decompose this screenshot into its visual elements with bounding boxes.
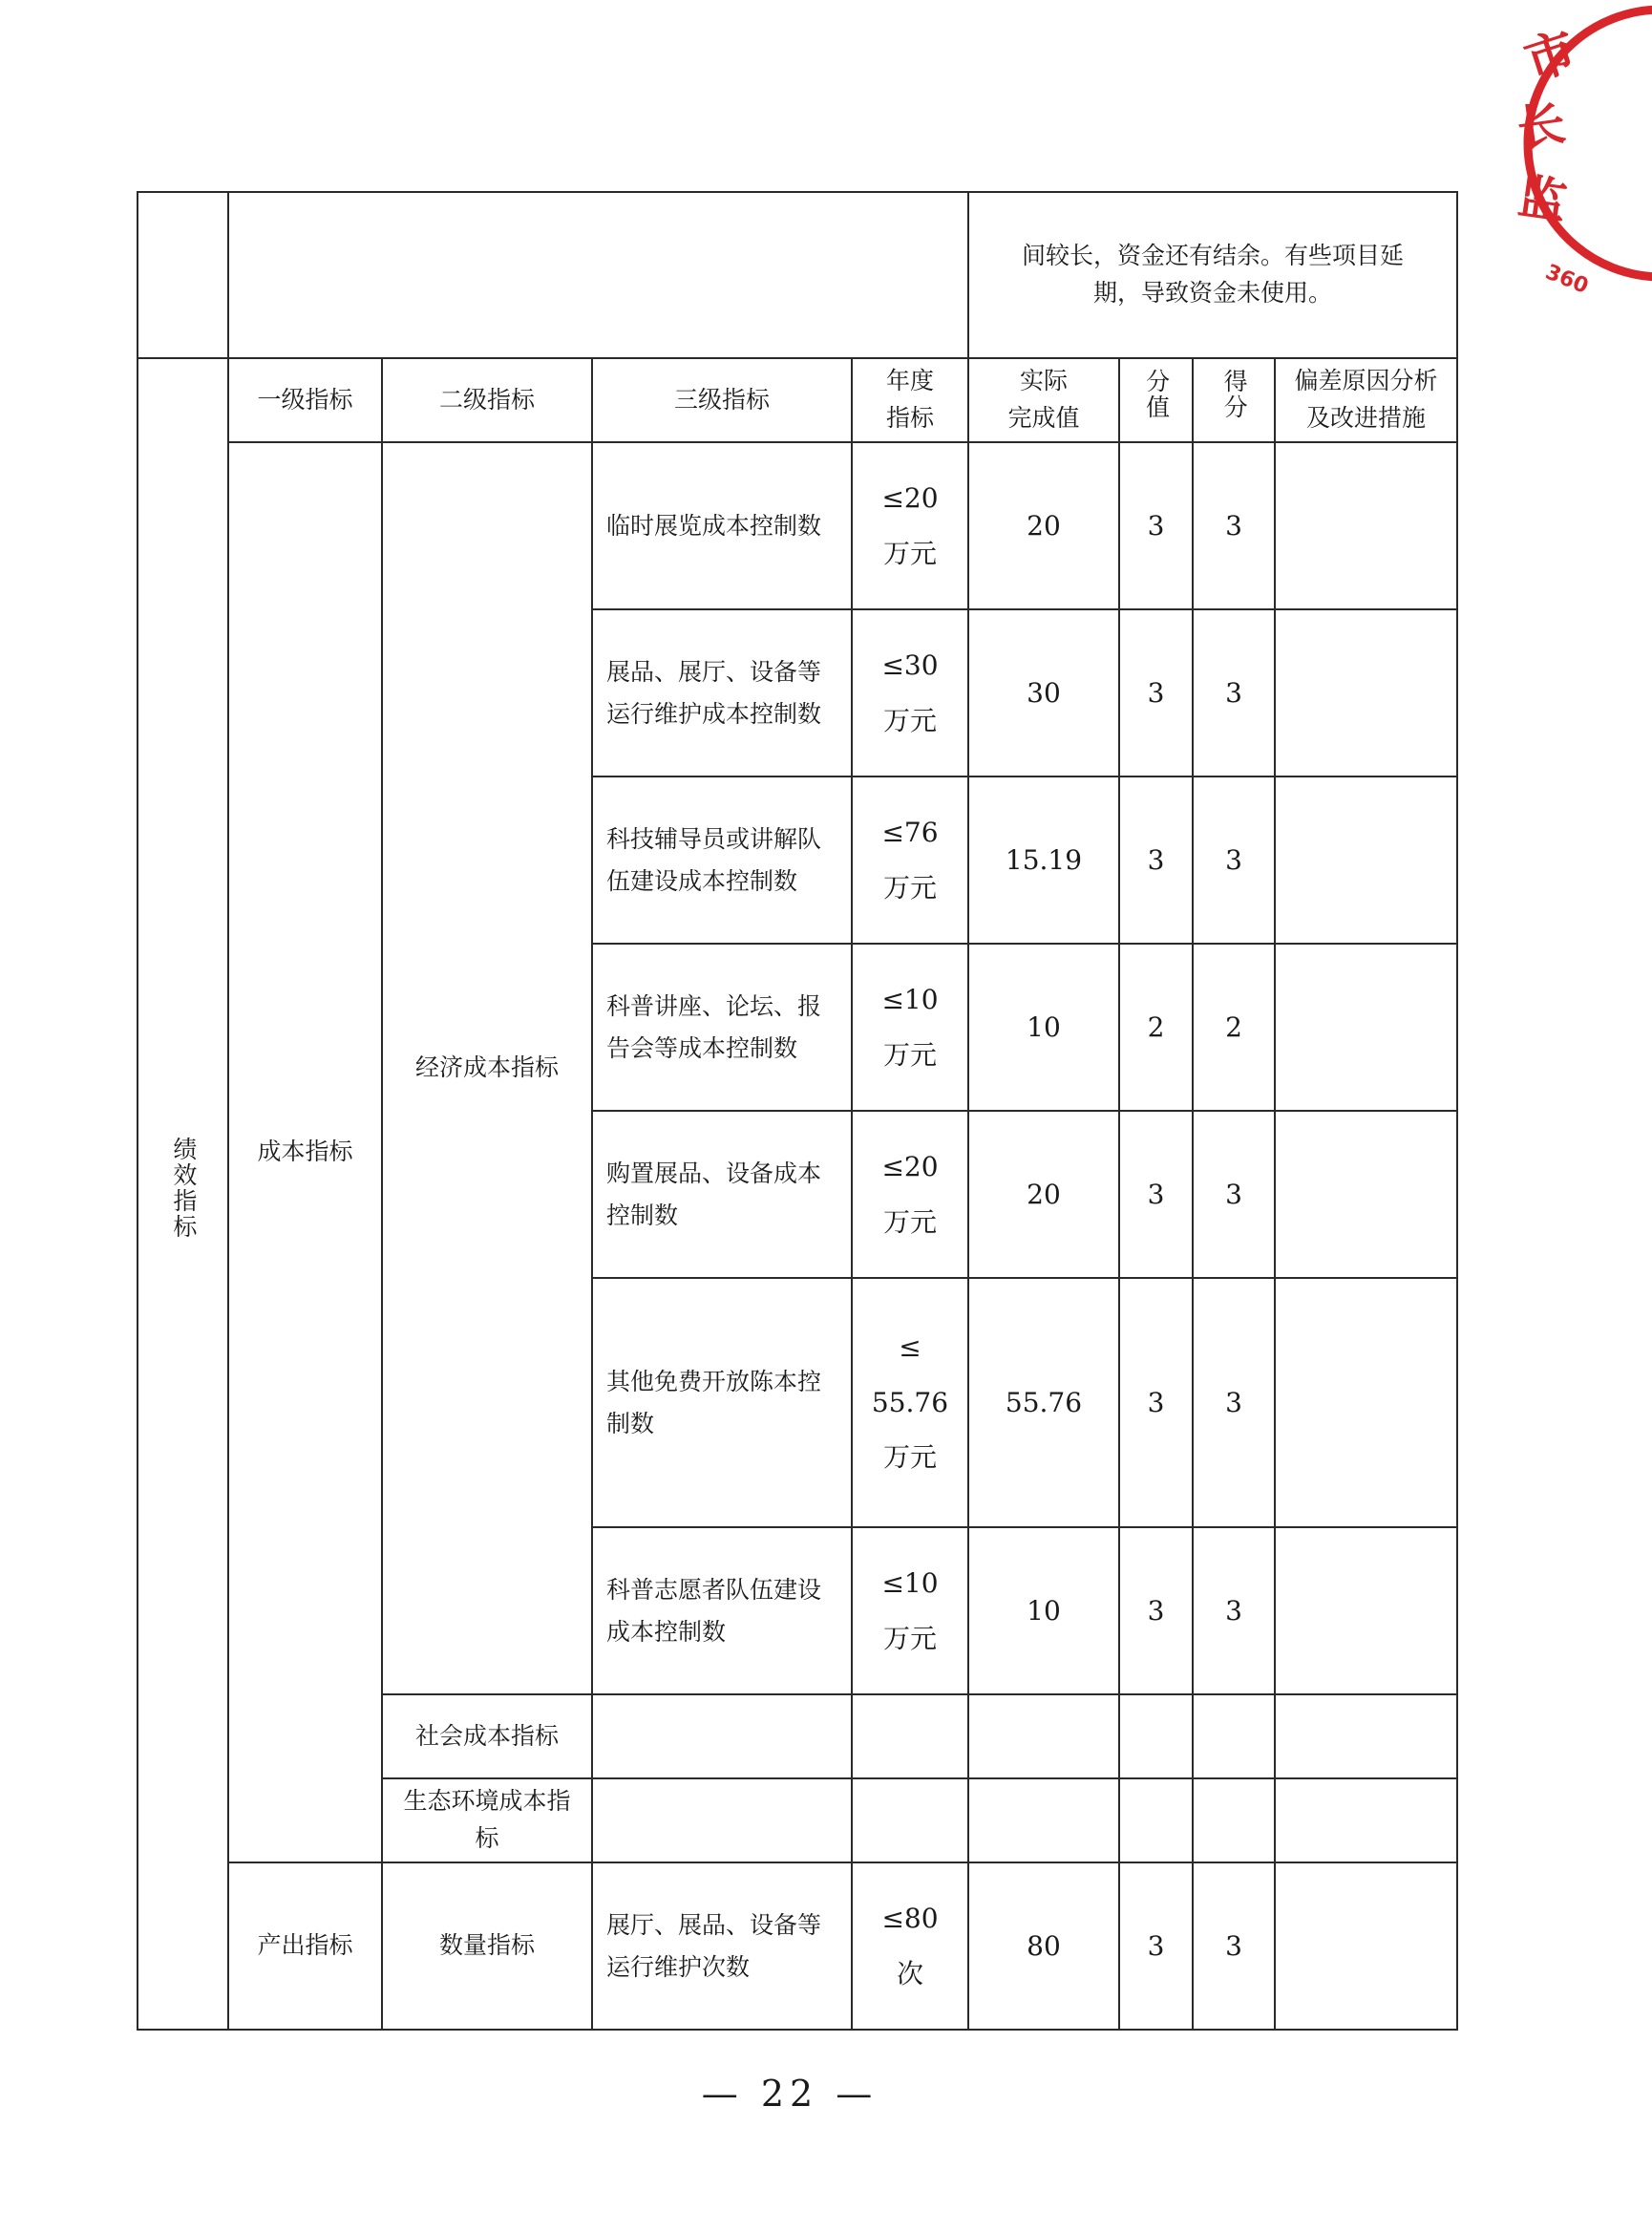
deviation-cell [1275,1862,1457,2030]
empty-cell [1193,1694,1275,1778]
note-row [138,192,1457,358]
quantity-level2: 数量指标 [382,1862,592,2030]
weight-value: 3 [1119,1278,1193,1527]
table-row [138,442,1457,609]
header-target: 年度 指标 [852,358,968,442]
weight-value: 3 [1119,442,1193,609]
empty-cell [852,1694,968,1778]
page-number: — 22 — [701,2073,879,2115]
note-cell [968,192,1457,358]
actual-value: 55.76 [968,1278,1119,1527]
target-value: ≤76 万元 [852,777,968,944]
seal-char-3: 监 [1514,168,1571,230]
score-value: 2 [1193,944,1275,1111]
seal-digits: 360 [1541,260,1592,299]
deviation-cell [1275,1111,1457,1278]
empty-cell [592,1694,852,1778]
actual-value: 20 [968,442,1119,609]
official-seal [1509,0,1652,315]
header-level2: 二级指标 [382,358,592,442]
target-value: ≤20 万元 [852,1111,968,1278]
performance-table [137,191,1458,2031]
weight-value: 2 [1119,944,1193,1111]
empty-cell [592,1778,852,1862]
target-value: ≤30 万元 [852,609,968,777]
header-level3: 三级指标 [592,358,852,442]
note-line-1: 间较长，资金还有结余。有些项目延 [1022,242,1405,270]
target-value: ≤10 万元 [852,944,968,1111]
cost-level1: 成本指标 [228,442,382,1862]
table-row [138,1862,1457,2030]
actual-value: 20 [968,1111,1119,1278]
actual-value: 10 [968,944,1119,1111]
social-cost-level2: 社会成本指标 [382,1694,592,1778]
empty-cell [968,1694,1119,1778]
note-blank-cell [228,192,968,358]
empty-cell [1275,1694,1457,1778]
output-level1: 产出指标 [228,1862,382,2030]
deviation-cell [1275,442,1457,609]
indicator-name: 展品、展厅、设备等运行维护成本控制数 [592,609,852,777]
economic-cost-level2: 经济成本指标 [382,442,592,1694]
header-row [138,358,1457,442]
header-score: 得分 [1193,358,1275,442]
side-label-cell [138,358,228,2030]
empty-cell [852,1778,968,1862]
deviation-cell [1275,609,1457,777]
eco-cost-level2: 生态环境成本指标 [382,1778,592,1862]
seal-char-1: 市 [1518,22,1584,93]
deviation-cell [1275,1527,1457,1694]
indicator-name: 科技辅导员或讲解队伍建设成本控制数 [592,777,852,944]
indicator-name: 购置展品、设备成本控制数 [592,1111,852,1278]
empty-cell [1119,1778,1193,1862]
actual-value: 10 [968,1527,1119,1694]
deviation-cell [1275,777,1457,944]
score-value: 3 [1193,1527,1275,1694]
note-line-2: 期，导致资金未使用。 [1093,279,1333,307]
actual-value: 15.19 [968,777,1119,944]
empty-cell [968,1778,1119,1862]
score-value: 3 [1193,1862,1275,2030]
weight-value: 3 [1119,1862,1193,2030]
deviation-cell [1275,1278,1457,1527]
indicator-name: 展厅、展品、设备等运行维护次数 [592,1862,852,2030]
side-label: 绩效指标 [169,1137,198,1241]
indicator-name: 临时展览成本控制数 [592,442,852,609]
note-left-cell [138,192,228,358]
target-value: ≤20 万元 [852,442,968,609]
header-weight: 分值 [1119,358,1193,442]
target-value: ≤ 55.76 万元 [852,1278,968,1527]
score-value: 3 [1193,1111,1275,1278]
indicator-name: 科普志愿者队伍建设成本控制数 [592,1527,852,1694]
target-value: ≤10 万元 [852,1527,968,1694]
target-value: ≤80 次 [852,1862,968,2030]
score-value: 3 [1193,777,1275,944]
empty-cell [1275,1778,1457,1862]
header-actual: 实际 完成值 [968,358,1119,442]
weight-value: 3 [1119,609,1193,777]
seal-char-2: 长 [1514,96,1569,158]
score-value: 3 [1193,442,1275,609]
indicator-name: 其他免费开放陈本控制数 [592,1278,852,1527]
weight-value: 3 [1119,777,1193,944]
actual-value: 30 [968,609,1119,777]
weight-value: 3 [1119,1111,1193,1278]
actual-value: 80 [968,1862,1119,2030]
score-value: 3 [1193,609,1275,777]
score-value: 3 [1193,1278,1275,1527]
empty-cell [1119,1694,1193,1778]
empty-cell [1193,1778,1275,1862]
header-deviation: 偏差原因分析 及改进措施 [1275,358,1457,442]
header-level1: 一级指标 [228,358,382,442]
deviation-cell [1275,944,1457,1111]
indicator-name: 科普讲座、论坛、报告会等成本控制数 [592,944,852,1111]
weight-value: 3 [1119,1527,1193,1694]
